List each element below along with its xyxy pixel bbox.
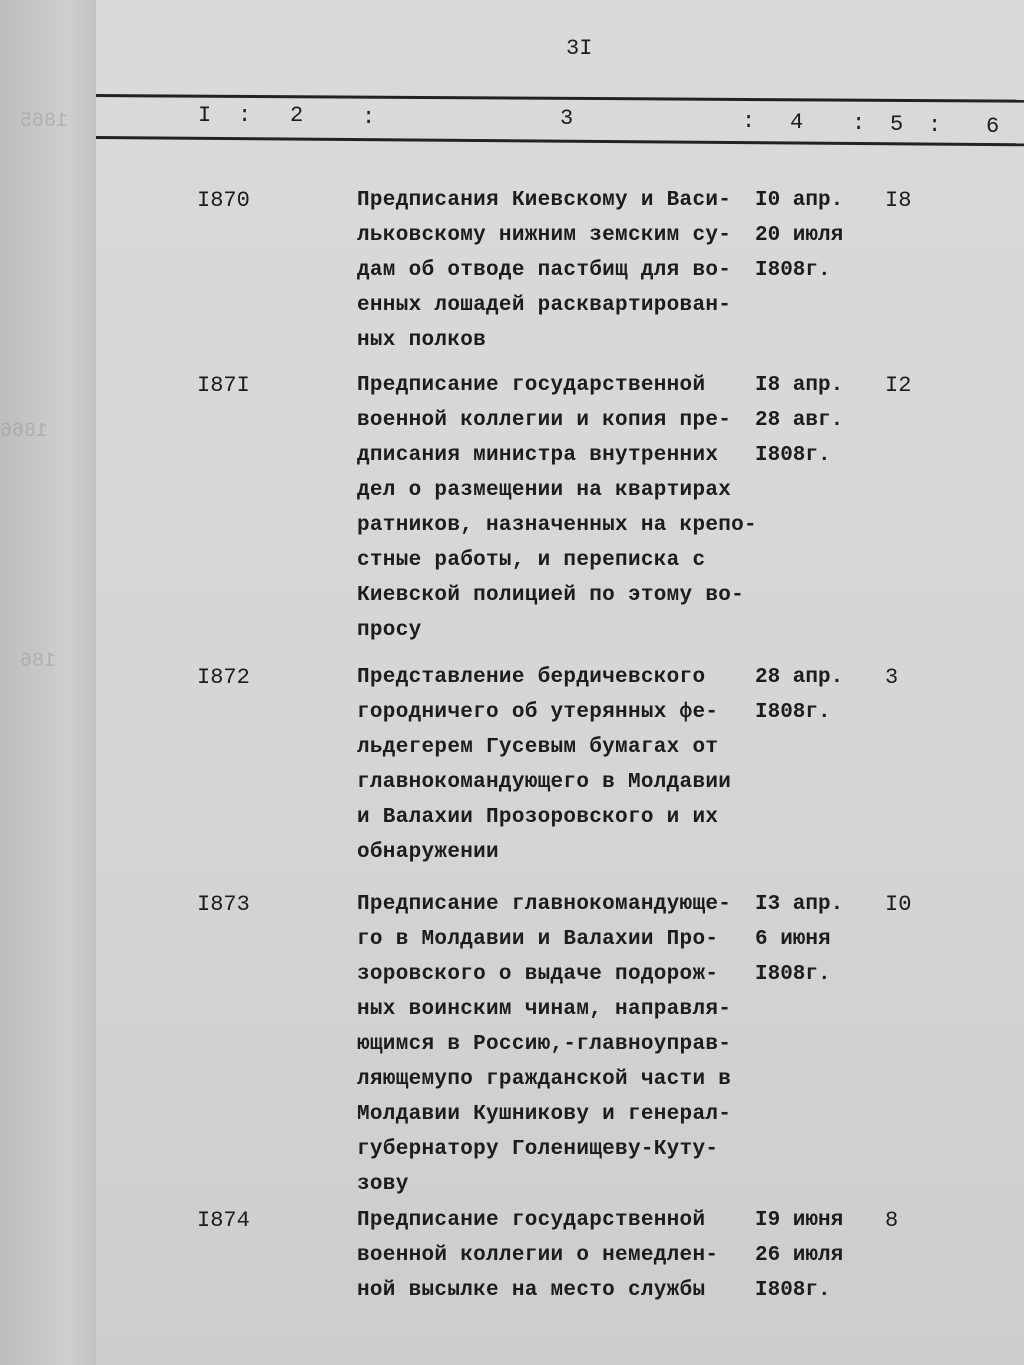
date-line: 20 июля: [755, 224, 844, 247]
entry-dates: [755, 368, 843, 473]
description-line: губернатору Голенищеву-Куту-: [357, 1138, 719, 1161]
column-separator: :: [852, 111, 866, 136]
date-line: 6 июня: [755, 928, 831, 951]
column-header: 3: [560, 106, 574, 131]
column-separator: :: [928, 113, 942, 138]
date-line: 28 апр.: [755, 666, 844, 689]
column-header: 4: [790, 110, 804, 135]
description-line: дам об отводе пастбищ для во-: [357, 259, 732, 282]
description-line: зоровского о выдаче подорож-: [357, 963, 719, 986]
sheet-count: I2: [885, 373, 912, 398]
date-line: I808г.: [755, 444, 831, 467]
description-line: Предписание государственной: [357, 1209, 706, 1232]
column-separator: :: [238, 103, 252, 128]
description-line: льдегерем Гусевым бумагах от: [357, 736, 719, 759]
description-line: ратников, назначенных на крепо-: [357, 514, 757, 537]
entry-description: [357, 368, 757, 648]
date-line: I3 апр.: [755, 893, 844, 916]
description-line: ных полков: [357, 329, 487, 352]
description-line: военной коллегии о немедлен-: [357, 1244, 719, 1267]
date-line: I0 апр.: [755, 189, 844, 212]
entry-description: [357, 1203, 718, 1308]
column-header: 5: [890, 112, 904, 137]
date-line: I9 июня: [755, 1209, 844, 1232]
description-line: стные работы, и переписка с: [357, 549, 706, 572]
description-line: енных лошадей расквартирован-: [357, 294, 732, 317]
entry-dates: [755, 660, 843, 730]
bleed-through-text: 1865: [20, 110, 69, 133]
description-line: ющимся в Россию,-главноуправ-: [357, 1033, 732, 1056]
date-line: 28 авг.: [755, 409, 844, 432]
date-line: I808г.: [755, 1279, 831, 1302]
date-line: I808г.: [755, 963, 831, 986]
sheet-count: 8: [885, 1208, 899, 1233]
column-header: 2: [290, 103, 304, 128]
entry-number: I872: [197, 665, 250, 690]
description-line: ных воинским чинам, направля-: [357, 998, 732, 1021]
description-line: Предписание главнокомандующе-: [357, 893, 732, 916]
description-line: военной коллегии и копия пре-: [357, 409, 732, 432]
description-line: льковскому нижним земским су-: [357, 224, 732, 247]
description-line: Представление бердичевского: [357, 666, 706, 689]
sheet-count: 3: [885, 665, 899, 690]
entry-dates: [755, 1203, 843, 1308]
date-line: I8 апр.: [755, 374, 844, 397]
description-line: Предписания Киевскому и Васи-: [357, 189, 732, 212]
description-line: городничего об утерянных фе-: [357, 701, 719, 724]
description-line: обнаружении: [357, 841, 499, 864]
description-line: зову: [357, 1173, 409, 1196]
description-line: Киевской полицией по этому во-: [357, 584, 745, 607]
entry-dates: [755, 183, 843, 288]
description-line: Молдавии Кушникову и генерал-: [357, 1103, 732, 1126]
entry-description: [357, 887, 731, 1202]
description-line: ной высылке на место службы: [357, 1279, 706, 1302]
sheet-count: I8: [885, 188, 912, 213]
bleed-through-text: 186: [20, 650, 57, 673]
column-separator: :: [742, 109, 756, 134]
description-line: ляющемупо гражданской части в: [357, 1068, 732, 1091]
column-header: I: [198, 103, 212, 128]
sheet-count: I0: [885, 892, 912, 917]
column-header: 6: [986, 114, 1000, 139]
description-line: го в Молдавии и Валахии Про-: [357, 928, 719, 951]
entry-description: [357, 183, 731, 358]
description-line: дписания министра внутренних: [357, 444, 719, 467]
entry-dates: [755, 887, 843, 992]
description-line: Предписание государственной: [357, 374, 706, 397]
date-line: 26 июля: [755, 1244, 844, 1267]
description-line: и Валахии Прозоровского и их: [357, 806, 719, 829]
adjacent-page-edge: [0, 0, 96, 1365]
description-line: просу: [357, 619, 422, 642]
entry-number: I870: [197, 188, 250, 213]
bleed-through-text: 1866: [0, 420, 49, 443]
entry-number: I874: [197, 1208, 250, 1233]
entry-description: [357, 660, 731, 870]
entry-number: I873: [197, 892, 250, 917]
page-number: 3I: [566, 36, 593, 61]
column-separator: :: [362, 105, 376, 130]
description-line: главнокомандующего в Молдавии: [357, 771, 732, 794]
date-line: I808г.: [755, 259, 831, 282]
description-line: дел о размещении на квартирах: [357, 479, 732, 502]
date-line: I808г.: [755, 701, 831, 724]
entry-number: I87I: [197, 373, 250, 398]
